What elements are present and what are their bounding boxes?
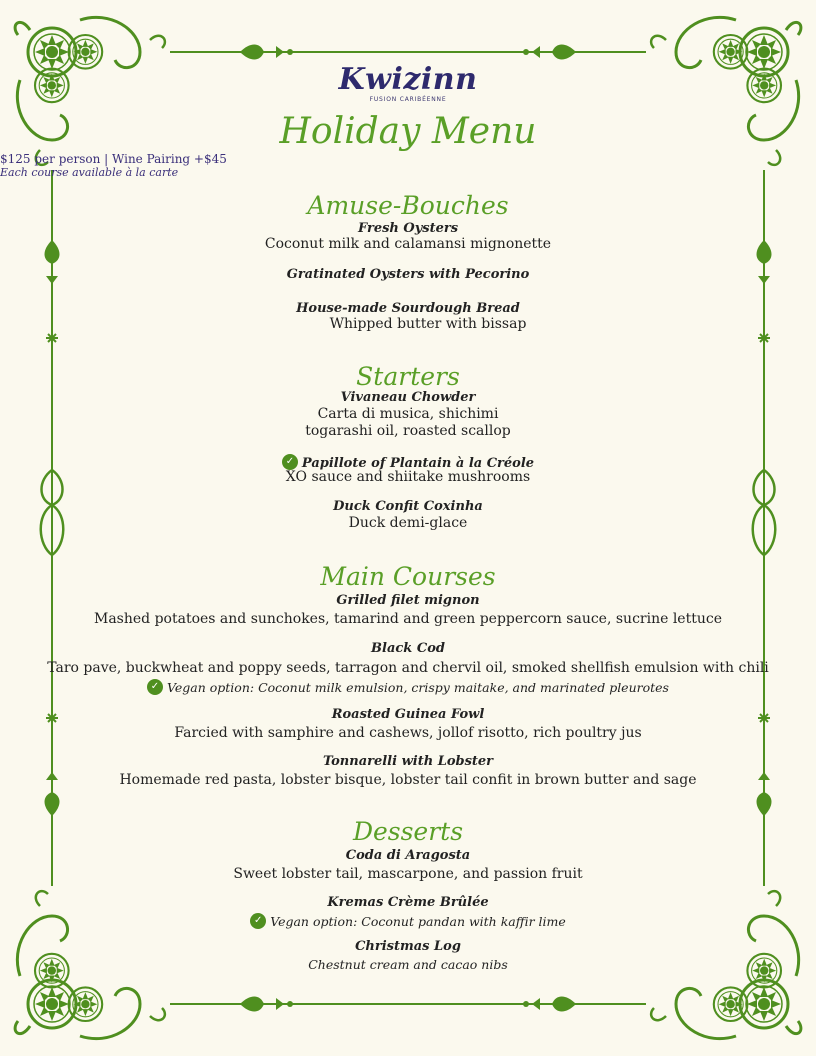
- dish-description: Coconut milk and calamansi mignonette: [264, 236, 552, 252]
- dish-name: Tonnarelli with Lobster: [322, 754, 494, 769]
- dish-description: Duck demi-glace: [348, 515, 468, 531]
- dish-name: Roasted Guinea Fowl: [331, 707, 485, 722]
- brand-logo: [0, 64, 816, 103]
- dish-name: Grilled filet mignon: [336, 593, 480, 608]
- dish-name: House-made Sourdough Bread: [296, 301, 520, 316]
- dish-name: Coda di Aragosta: [345, 848, 471, 863]
- section-title-amuse: Amuse-Bouches: [307, 191, 509, 220]
- vegan-leaf-icon: ✓: [282, 454, 298, 470]
- dish-name: Vivaneau Chowder: [340, 390, 476, 405]
- dish-description: Sweet lobster tail, mascarpone, and passion fruit: [233, 866, 583, 882]
- dish-description: Farcied with samphire and cashews, jollof risotto, rich poultry jus: [174, 725, 642, 741]
- dish-name: Christmas Log: [355, 939, 461, 954]
- dish-name: Fresh Oysters: [357, 221, 459, 236]
- dish-name: Kremas Crème Brûlée: [327, 895, 489, 910]
- dish-description: Whipped butter with bissap: [329, 316, 527, 332]
- vegan-leaf-icon: ✓: [147, 679, 163, 695]
- dish-description: Chestnut cream and cacao nibs: [308, 957, 508, 972]
- dish-name: Black Cod: [371, 641, 445, 656]
- vegan-option-row: [0, 677, 816, 696]
- brand-tagline: FUSION CARIBÉENNE: [369, 96, 447, 103]
- vegan-option-text: Vegan option: Coconut pandan with kaffir lime: [270, 914, 566, 929]
- carte-line: Each course available à la carte: [0, 166, 179, 179]
- section-title-mains: Main Courses: [320, 562, 496, 591]
- dish-name: Gratinated Oysters with Pecorino: [286, 267, 530, 282]
- dish-description: Homemade red pasta, lobster bisque, lobster tail confit in brown butter and sage: [119, 772, 697, 788]
- dish-name: Papillote of Plantain à la Créole: [301, 456, 535, 471]
- dish-description: togarashi oil, roasted scallop: [305, 423, 511, 439]
- vegan-leaf-icon: ✓: [250, 913, 266, 929]
- vegan-option-text: Vegan option: Coconut milk emulsion, crispy maitake, and marinated pleurotes: [167, 680, 669, 695]
- dish-description: Carta di musica, shichimi: [317, 406, 499, 422]
- section-title-desserts: Desserts: [352, 817, 464, 846]
- menu-title: Holiday Menu: [279, 111, 537, 152]
- price-line: $125 per person | Wine Pairing +$45: [0, 152, 227, 166]
- section-title-starters: Starters: [356, 362, 460, 391]
- vegan-option-row: [0, 911, 816, 930]
- dish-description: XO sauce and shiitake mushrooms: [285, 469, 531, 485]
- dish-description: Taro pave, buckwheat and poppy seeds, tarragon and chervil oil, smoked shellfish emulsion with chili: [47, 660, 769, 676]
- dish-name: Duck Confit Coxinha: [333, 499, 483, 514]
- brand-name: Kwizinn: [338, 62, 478, 97]
- dish-description: Mashed potatoes and sunchokes, tamarind and green peppercorn sauce, sucrine lettuce: [94, 611, 722, 627]
